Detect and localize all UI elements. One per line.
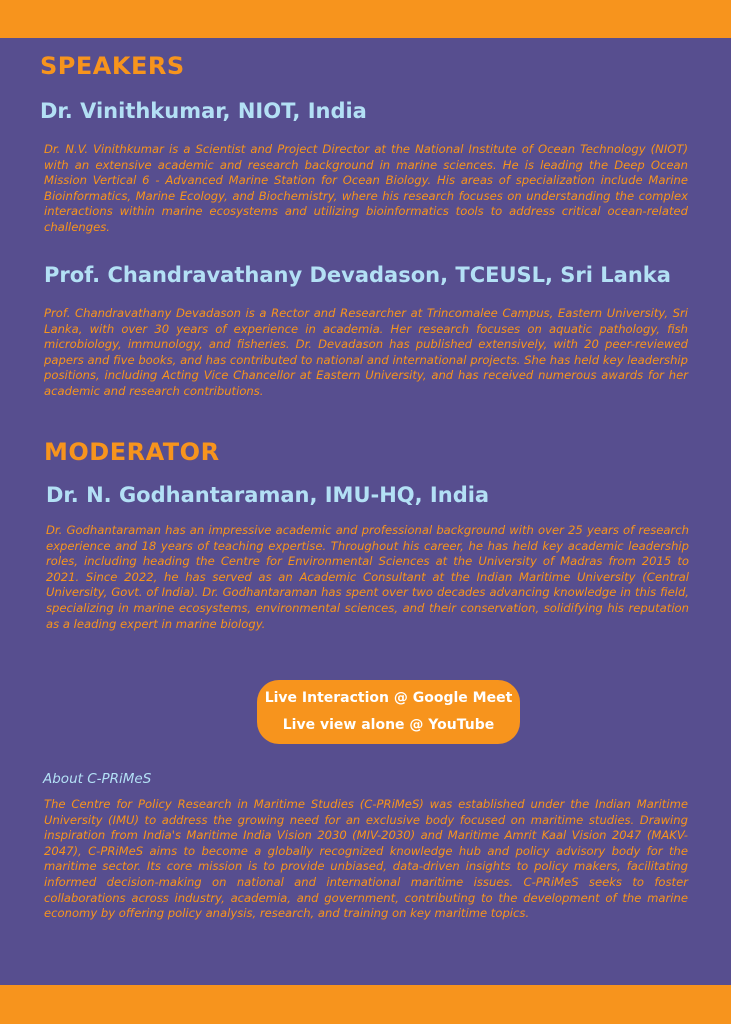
bottom-orange-bar xyxy=(0,985,731,1024)
about-text: The Centre for Policy Research in Maritime Studies (C-PRiMeS) was established under the Indian Maritime University (IMU) to address the growing need for an exclusive body focused on maritime studies. Drawing inspiration from India's Maritime India Vision 2030 (MIV-2030) and Maritime Amrit Kaal Vision 2047 (MAKV-2047), C-PRiMeS aims to become a globally recognized knowledge hub and policy advisory body for the maritime sector. Its core mission is to provide unbiased, data-driven insights to policy makers, facilitating informed decision-making on national and international maritime issues. C-PRiMeS seeks to foster collaborations across industry, academia, and government, contributing to the development of the marine economy by offering policy analysis, research, and training on key maritime topics. xyxy=(44,797,688,921)
speaker-2-bio: Prof. Chandravathany Devadason is a Rector and Researcher at Trincomalee Campus, Eastern University, Sri Lanka, with over 30 years of experience in academia. Her research focuses on aquatic pathology, fish microbiology, immunology, and fisheries. Dr. Devadason has published extensively, with 20 peer-reviewed papers and five books, and has contributed to national and international projects. She has held key leadership positions, including Acting Vice Chancellor at Eastern University, and has received numerous awards for her academic and research contributions. xyxy=(44,306,688,398)
about-title: About C-PRiMeS xyxy=(43,771,152,787)
moderator-bio: Dr. Godhantaraman has an impressive academic and professional background with over 25 years of research experience and 18 years of teaching expertise. Throughout his career, he has held key academic leadership roles, including heading the Centre for Environmental Sciences at the University of Madras from 2015 to 2021. Since 2022, he has served as an Academic Consultant at the Indian Maritime University (Central University, Govt. of India). Dr. Godhantaraman has spent over two decades advancing knowledge in this field, specializing in marine ecosystems, environmental sciences, and their conservation, solidifying his reputation as a leading expert in marine biology. xyxy=(46,523,689,631)
moderator-heading: MODERATOR xyxy=(44,438,220,466)
youtube-link[interactable]: Live view alone @ YouTube xyxy=(282,717,495,733)
google-meet-link[interactable]: Live Interaction @ Google Meet xyxy=(264,690,513,706)
speaker-1-bio: Dr. N.V. Vinithkumar is a Scientist and Project Director at the National Institute of Ocean Technology (NIOT) with an extensive academic and research background in marine sciences. He is leading the Deep Ocean Mission Vertical 6 - Advanced Marine Station for Ocean Biology. His areas of specialization include Marine Bioinformatics, Marine Ecology, and Biochemistry, where his research focuses on understanding the complex interactions within marine ecosystems and utilizing bioinformatics tools to address critical ocean-related challenges. xyxy=(44,142,688,234)
speaker-1-name: Dr. Vinithkumar, NIOT, India xyxy=(40,99,367,123)
moderator-name: Dr. N. Godhantaraman, IMU-HQ, India xyxy=(46,483,490,507)
speaker-2-name: Prof. Chandravathany Devadason, TCEUSL, Sri Lanka xyxy=(44,263,671,287)
speakers-heading: SPEAKERS xyxy=(40,52,185,80)
live-links-button[interactable] xyxy=(257,680,520,744)
top-orange-bar xyxy=(0,0,731,38)
